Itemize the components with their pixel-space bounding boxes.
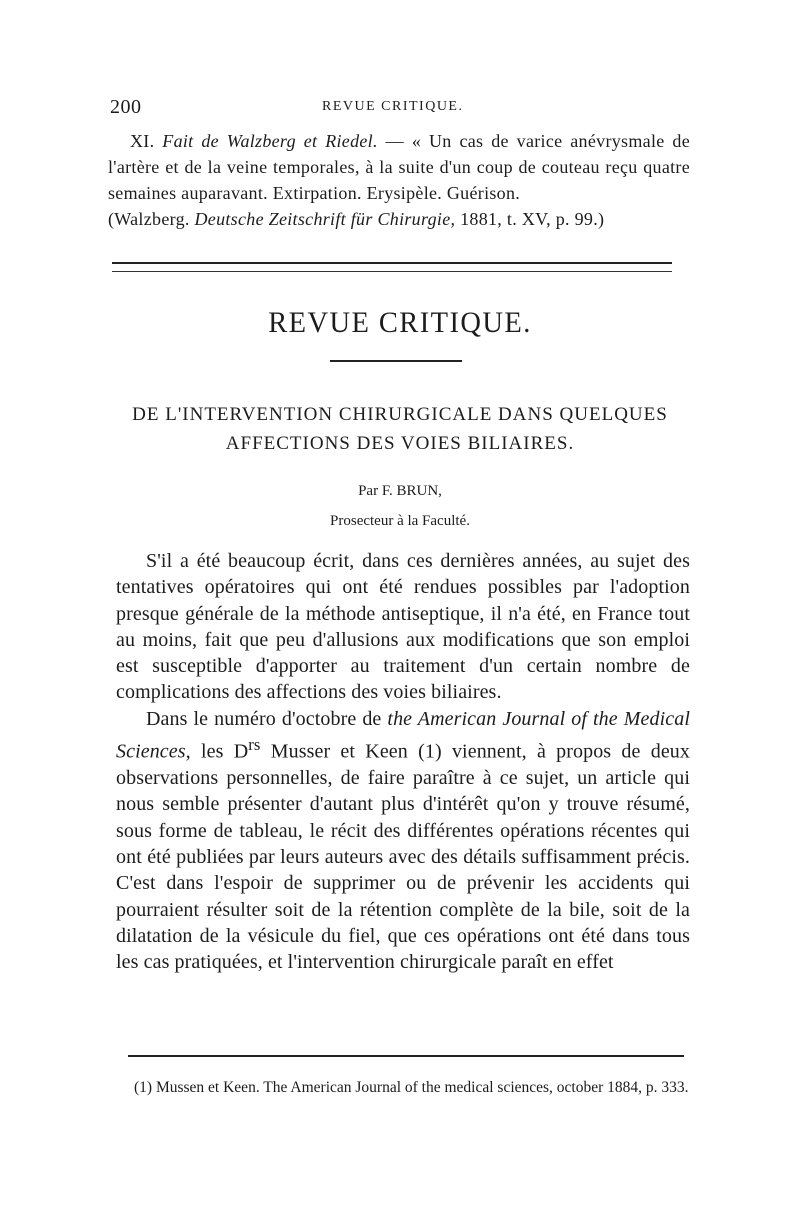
article-title-line-1: DE L'INTERVENTION CHIRURGICALE DANS QUELQUES bbox=[132, 404, 668, 425]
author-affiliation: Prosecteur à la Faculté. bbox=[330, 513, 470, 529]
section-divider bbox=[112, 262, 672, 272]
footnote-rule bbox=[128, 1055, 684, 1057]
p2-text-c: Musser et Keen (1) viennent, à propos de deux observations personnelles, de faire paraître à ce sujet, un article qui nous semble présenter d'autant plus d'intérêt qu'on y trouve résumé, sous forme de tableau, le récit des différentes opérations récentes qui ont été publiées par leurs auteurs avec des détails suffisamment précis. C'est dans l'espoir de supprimer ou de prévenir les accidents qui pourraient résulter soit de la rétention complète de la bile, soit de la dilatation de la vésicule du fiel, que ces opérations ont été dans tous les cas pratiquées, et l'intervention chirurgicale paraît en effet bbox=[116, 740, 690, 974]
article-title bbox=[110, 400, 690, 458]
item-dash: — bbox=[377, 131, 412, 151]
title-rule bbox=[330, 360, 462, 362]
previous-item-paragraph bbox=[108, 128, 690, 206]
item-quote: « Un cas de varice anévrysmale de l'artère et de la veine temporales, à la suite d'un coup de couteau reçu quatre semaines auparavant. Extirpation. Erysipèle. Guérison. bbox=[108, 131, 690, 203]
body-paragraph-2 bbox=[116, 706, 690, 976]
article-title-line-2: AFFECTIONS DES VOIES BILIAIRES. bbox=[225, 433, 575, 454]
footnote: (1) Mussen et Keen. The American Journal of the medical sciences, october 1884, p. 333. bbox=[134, 1079, 689, 1096]
source-details: 1881, t. XV, p. 99.) bbox=[455, 209, 605, 229]
previous-item bbox=[108, 128, 690, 232]
source-author: (Walzberg. bbox=[108, 209, 195, 229]
journal-citation: the American Journal of the Medical Sciences, bbox=[116, 707, 690, 763]
doctors-abbrev: rs bbox=[248, 735, 261, 755]
running-title: REVUE CRITIQUE. bbox=[322, 99, 464, 114]
page-number: 200 bbox=[110, 96, 142, 118]
body-paragraph-1: S'il a été beaucoup écrit, dans ces dernières années, au sujet des tentatives opératoires qui ont été rendues possibles par l'adoption presque générale de la méthode antiseptique, il n'a été, en France tout au moins, fait que peu d'allusions aux modifications que son emploi est susceptible d'apporter au traitement d'un certain nombre de complications des affections des voies biliaires. bbox=[116, 550, 690, 704]
previous-item-source bbox=[108, 206, 690, 232]
article-body bbox=[116, 548, 690, 975]
section-title: REVUE CRITIQUE. bbox=[268, 306, 532, 339]
item-number: XI. bbox=[130, 131, 155, 151]
p2-text-a: Dans le numéro d'octobre de bbox=[146, 707, 388, 730]
source-journal: Deutsche Zeitschrift für Chirurgie, bbox=[194, 209, 456, 229]
author-byline: Par F. BRUN, bbox=[358, 483, 442, 499]
item-title: Fait de Walzberg et Riedel. bbox=[162, 131, 378, 151]
p2-text-b: les D bbox=[190, 740, 249, 763]
running-head bbox=[110, 96, 690, 120]
